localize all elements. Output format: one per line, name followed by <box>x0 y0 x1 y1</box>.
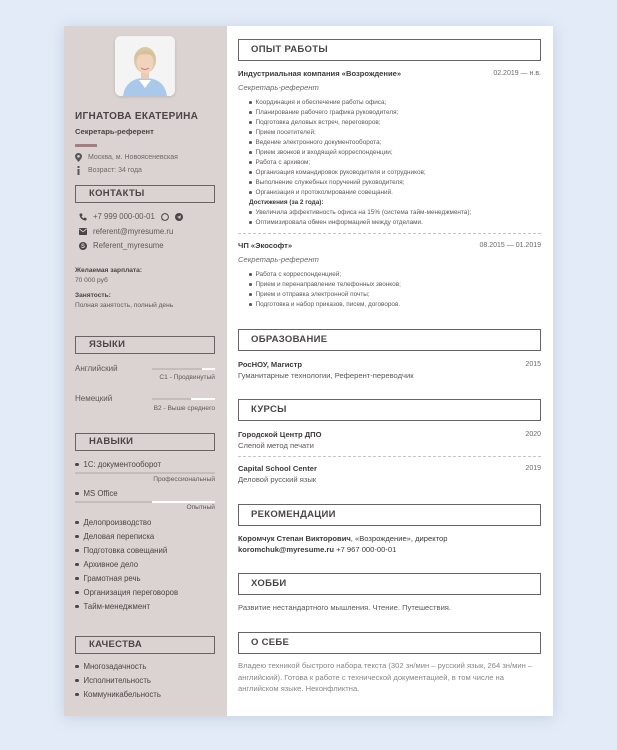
language-level-fill <box>152 368 202 370</box>
education-year: 2015 <box>525 361 541 368</box>
age-text: Возраст: 34 года <box>88 167 142 174</box>
profile-photo <box>115 36 175 96</box>
contacts-heading: КОНТАКТЫ <box>75 185 215 203</box>
skill-item <box>75 460 161 469</box>
quality-item <box>75 676 151 685</box>
bullet-icon <box>75 521 79 525</box>
duty-item <box>249 149 393 156</box>
contact-phone[interactable] <box>79 212 183 221</box>
course-year: 2019 <box>525 465 541 472</box>
skill-name: Подготовка совещаний <box>83 546 168 555</box>
skill-name: 1С: документооборот <box>83 460 162 469</box>
bullet-icon <box>249 303 252 306</box>
duty-text: Работа с архивом; <box>255 159 311 166</box>
education-heading: ОБРАЗОВАНИЕ <box>238 329 541 351</box>
duty-item <box>249 129 316 136</box>
job-position: Секретарь-референт <box>238 255 319 264</box>
reference-contacts <box>238 545 396 554</box>
duty-text: Прием звонков и входящей корреспонденции; <box>255 149 393 156</box>
skill-level: Профессиональный <box>153 476 215 483</box>
skill-level: Опытный <box>186 504 215 511</box>
skill-level-fill <box>75 472 215 474</box>
bullet-icon <box>75 463 79 467</box>
duty-text: Подготовка деловых встреч, переговоров; <box>255 119 381 126</box>
experience-heading: ОПЫТ РАБОТЫ <box>238 39 541 61</box>
achievement-item <box>249 219 423 226</box>
reference-email[interactable]: koromchuk@myresume.ru <box>238 545 335 554</box>
skill-name: Делопроизводство <box>83 518 152 527</box>
mail-icon <box>79 228 87 235</box>
skill-item <box>75 489 118 498</box>
language-level: B2 - Выше среднего <box>153 405 215 412</box>
language-level-bar <box>152 368 215 370</box>
email-text: referent@myresume.ru <box>93 227 174 236</box>
duty-item <box>249 301 400 308</box>
skill-name: Архивное дело <box>83 560 139 569</box>
quality-name: Исполнительность <box>83 676 151 685</box>
bullet-icon <box>249 273 252 276</box>
skill-item <box>75 574 141 583</box>
employment-label: Занятость: <box>75 292 111 299</box>
duty-text: Подготовка и набор приказов, писем, договоров. <box>255 301 401 308</box>
language-name: Английский <box>75 364 118 373</box>
bullet-icon <box>75 492 79 496</box>
skype-text: Referent_myresume <box>93 241 164 250</box>
reference-name: Коромчук Степан Викторович <box>238 534 351 543</box>
duty-item <box>249 291 370 298</box>
duty-item <box>249 271 341 278</box>
skill-name: MS Office <box>83 489 118 498</box>
skill-name: Организация переговоров <box>83 588 179 597</box>
reference-person <box>238 534 447 543</box>
language-level: C1 - Продвинутый <box>159 374 215 381</box>
bullet-icon <box>249 111 252 114</box>
skills-heading: НАВЫКИ <box>75 433 215 451</box>
course-org: Capital School Center <box>238 464 317 473</box>
qualities-heading: КАЧЕСТВА <box>75 636 215 654</box>
location-line <box>75 153 178 162</box>
duty-text: Прием и перенаправление телефонных звонков; <box>255 281 401 288</box>
duty-item <box>249 139 381 146</box>
accent-divider <box>75 144 97 147</box>
achievement-item <box>249 209 471 216</box>
bullet-icon <box>249 221 252 224</box>
bullet-icon <box>249 151 252 154</box>
bullet-icon <box>75 605 79 609</box>
skill-name: Тайм-менеджмент <box>83 602 151 611</box>
achievements-title: Достижения (за 2 года): <box>249 199 324 206</box>
duty-item <box>249 179 405 186</box>
company-name: ЧП «Экософт» <box>238 241 293 250</box>
bullet-icon <box>75 577 79 581</box>
duty-item <box>249 169 426 176</box>
bullet-icon <box>75 549 79 553</box>
duty-text: Прием посетителей; <box>255 129 316 136</box>
info-icon <box>75 166 82 175</box>
hobby-heading: ХОББИ <box>238 573 541 595</box>
job-dates: 02.2019 — н.в. <box>493 70 541 77</box>
education-field: Гуманитарные технологии, Референт-переводчик <box>238 371 414 380</box>
bullet-icon <box>249 131 252 134</box>
skill-level-bar <box>75 501 215 503</box>
duty-item <box>249 159 310 166</box>
hobby-text: Развитие нестандартного мышления. Чтение. Путешествия. <box>238 603 452 612</box>
skill-item <box>75 602 150 611</box>
phone-icon <box>79 213 87 221</box>
about-heading: О СЕБЕ <box>238 632 541 654</box>
course-separator <box>238 456 541 457</box>
person-name: ИГНАТОВА ЕКАТЕРИНА <box>75 111 199 122</box>
course-org: Городской Центр ДПО <box>238 430 322 439</box>
duty-item <box>249 119 381 126</box>
bullet-icon <box>249 293 252 296</box>
bullet-icon <box>75 665 79 669</box>
whatsapp-icon[interactable] <box>161 213 169 221</box>
bullet-icon <box>249 161 252 164</box>
bullet-icon <box>249 141 252 144</box>
employment-value: Полная занятость, полный день <box>75 302 174 309</box>
duty-item <box>249 281 401 288</box>
main-content <box>227 26 553 716</box>
bullet-icon <box>75 693 79 697</box>
sidebar <box>64 26 227 716</box>
duty-text: Планирование рабочего графика руководителя; <box>255 109 399 116</box>
duty-text: Работа с корреспонденцией; <box>255 271 342 278</box>
reference-phone: +7 967 000-00-01 <box>334 545 397 554</box>
bullet-icon <box>249 101 252 104</box>
skill-level-fill <box>75 501 152 503</box>
bullet-icon <box>249 191 252 194</box>
duty-text: Выполнение служебных поручений руководителя; <box>255 179 405 186</box>
skill-item <box>75 532 154 541</box>
duty-text: Координация и обеспечение работы офиса; <box>255 99 387 106</box>
course-year: 2020 <box>525 431 541 438</box>
about-text: Владею техникой быстрого набора текста (302 зн/мин – русский язык, 264 зн/мин – английский). Готова к работе с технической документацией, в том числе на английском языке. Неконфликтна. <box>238 661 533 693</box>
bullet-icon <box>249 171 252 174</box>
skill-item <box>75 588 178 597</box>
courses-heading: КУРСЫ <box>238 399 541 421</box>
quality-item <box>75 690 161 699</box>
references-heading: РЕКОМЕНДАЦИИ <box>238 504 541 526</box>
bullet-icon <box>249 211 252 214</box>
skill-name: Деловая переписка <box>83 532 155 541</box>
languages-heading: ЯЗЫКИ <box>75 336 215 354</box>
education-school: РосНОУ, Магистр <box>238 360 302 369</box>
salary-label: Желаемая зарплата: <box>75 267 143 274</box>
bullet-icon <box>249 283 252 286</box>
telegram-icon[interactable] <box>175 213 183 221</box>
duty-text: Организация и протоколирование совещаний. <box>255 189 393 196</box>
achievement-text: Увеличила эффективность офиса на 15% (система тайм-менеджмента); <box>255 209 472 216</box>
bullet-icon <box>249 121 252 124</box>
bullet-icon <box>75 591 79 595</box>
skill-item <box>75 560 138 569</box>
bullet-icon <box>75 679 79 683</box>
course-name: Слепой метод печати <box>238 441 314 450</box>
language-level-bar <box>152 398 215 400</box>
skype-icon <box>79 242 87 250</box>
duty-text: Ведение электронного документооборота; <box>255 139 382 146</box>
salary-value: 70 000 руб <box>75 277 108 284</box>
quality-name: Коммуникабельность <box>83 690 161 699</box>
achievement-text: Оптимизировала обмен информацией между отделами. <box>255 219 423 226</box>
duty-item <box>249 189 393 196</box>
svg-text:S: S <box>80 243 86 250</box>
reference-role: , «Возрождение», директор <box>350 534 448 543</box>
company-name: Индустриальная компания «Возрождение» <box>238 69 402 78</box>
phone-text: +7 999 000-00-01 <box>93 212 155 221</box>
person-title: Секретарь-референт <box>75 127 154 136</box>
bullet-icon <box>75 535 79 539</box>
language-level-fill <box>152 398 191 400</box>
duty-item <box>249 99 386 106</box>
bullet-icon <box>249 181 252 184</box>
skill-item <box>75 518 151 527</box>
duty-text: Прием и отправка электронной почты; <box>255 291 370 298</box>
age-line <box>75 166 142 175</box>
duty-item <box>249 109 398 116</box>
skill-item <box>75 546 167 555</box>
job-dates: 08.2015 — 01.2019 <box>479 242 541 249</box>
skill-name: Грамотная речь <box>83 574 141 583</box>
job-separator <box>238 233 541 234</box>
contact-email[interactable] <box>79 227 173 236</box>
language-name: Немецкий <box>75 394 113 403</box>
job-position: Секретарь-референт <box>238 83 319 92</box>
bullet-icon <box>75 563 79 567</box>
contact-skype[interactable] <box>79 241 164 250</box>
resume-page <box>64 26 553 716</box>
duty-text: Организация командировок руководителя и сотрудников; <box>255 169 426 176</box>
location-pin-icon <box>75 153 82 162</box>
skill-level-bar <box>75 472 215 474</box>
location-text: Москва, м. Новоясеневская <box>88 154 178 161</box>
course-name: Деловой русский язык <box>238 475 317 484</box>
quality-item <box>75 662 146 671</box>
quality-name: Многозадачность <box>83 662 147 671</box>
